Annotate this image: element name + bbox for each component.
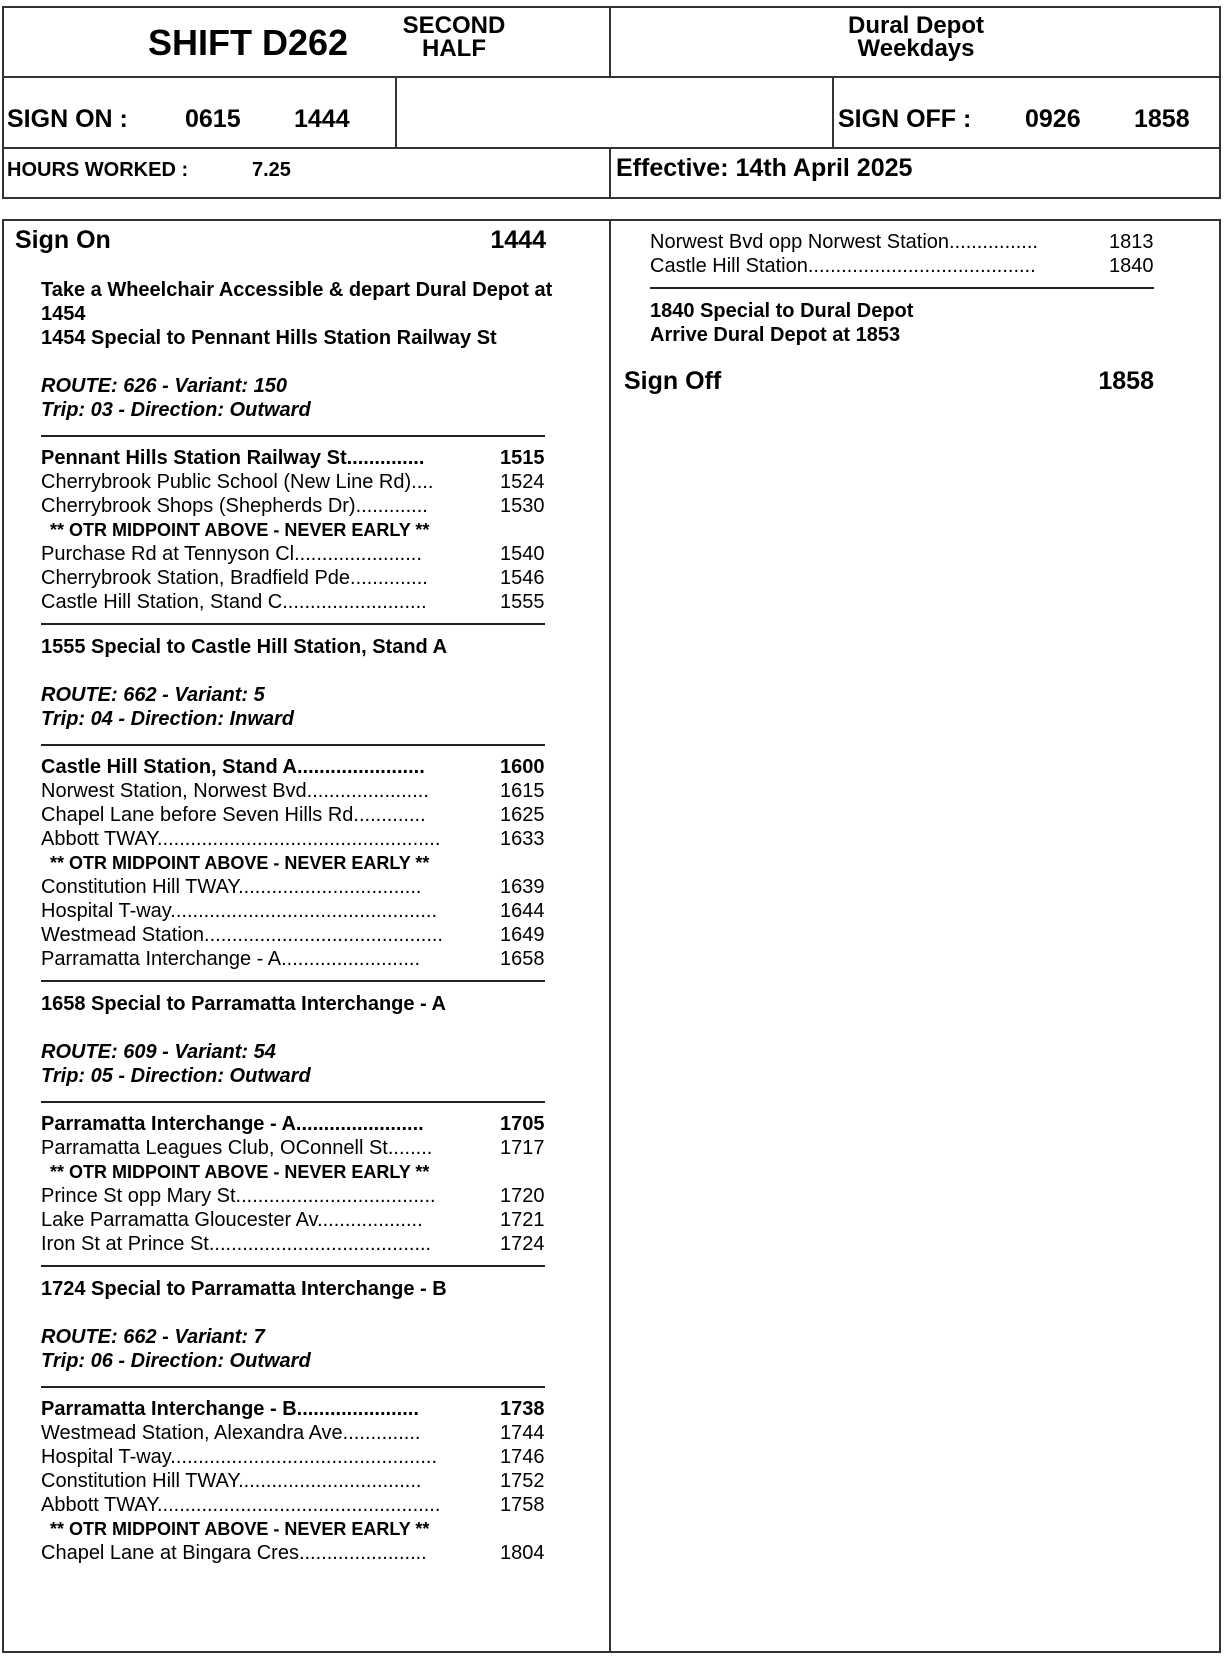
- stop-name: Cherrybrook Public School (New Line Rd)....: [41, 471, 434, 493]
- trip-rule: [41, 1265, 545, 1267]
- stop-time: 1658: [500, 948, 545, 970]
- trip-05-header: [41, 1040, 601, 1088]
- trip-rule: [41, 435, 545, 437]
- stop-time: 1555: [500, 591, 545, 613]
- trip-06-stops: [41, 1397, 601, 1565]
- day-type: Weekdays: [857, 35, 975, 62]
- stop-time: 1546: [500, 567, 545, 589]
- stop-row: [41, 923, 601, 947]
- otr-midpoint-note: ** OTR MIDPOINT ABOVE - NEVER EARLY **: [50, 1519, 430, 1539]
- stop-time: 1813: [1109, 231, 1154, 253]
- trip-05-stops: [41, 1112, 601, 1256]
- stop-row: [41, 1469, 601, 1493]
- stop-name: Iron St at Prince St........................................: [41, 1233, 432, 1255]
- trip-06-header: [41, 1325, 601, 1373]
- stop-time: 1717: [500, 1137, 545, 1159]
- sign-off-heading: Sign Off: [624, 367, 722, 395]
- stop-name: Abbott TWAY...................................................: [41, 828, 441, 850]
- stop-row: [41, 566, 601, 590]
- special-move: 1840 Special to Dural Depot: [650, 300, 914, 322]
- stop-name: Chapel Lane at Bingara Cres.......................: [41, 1542, 427, 1564]
- stop-row: [41, 899, 601, 923]
- stop-time: 1644: [500, 900, 545, 922]
- sign-on-heading: Sign On: [15, 226, 111, 254]
- sign-on-time-1: 0615: [185, 105, 241, 133]
- stop-name: Westmead Station, Alexandra Ave..............: [41, 1422, 421, 1444]
- trip-04-stops: [41, 755, 601, 971]
- stop-name: Parramatta Leagues Club, OConnell St........: [41, 1137, 433, 1159]
- stop-row: [41, 755, 601, 779]
- trip-03-stops: [41, 446, 601, 614]
- stop-row: [41, 1493, 601, 1517]
- stop-row: [650, 230, 1210, 254]
- stop-name: Cherrybrook Shops (Shepherds Dr).............: [41, 495, 428, 517]
- stop-name: Abbott TWAY...................................................: [41, 1494, 441, 1516]
- otr-midpoint-note: ** OTR MIDPOINT ABOVE - NEVER EARLY **: [50, 520, 430, 540]
- effective-date: Effective: 14th April 2025: [616, 154, 913, 182]
- stop-time: 1639: [500, 876, 545, 898]
- otr-midpoint-note: ** OTR MIDPOINT ABOVE - NEVER EARLY **: [50, 853, 430, 873]
- stop-name: Hospital T-way................................................: [41, 1446, 438, 1468]
- sign-off-row: [624, 367, 1154, 401]
- intro-line-2: 1454: [41, 303, 86, 325]
- trip-rule: [650, 287, 1154, 289]
- body-column-divider: [609, 219, 611, 1653]
- stop-name: Castle Hill Station.........................................: [650, 255, 1036, 277]
- stop-time: 1540: [500, 543, 545, 565]
- right-content: [650, 230, 1210, 347]
- stop-row: [41, 446, 601, 470]
- return-to-depot: [650, 299, 1210, 347]
- header-vdivider-bottom: [609, 147, 611, 199]
- stop-time: 1804: [500, 1542, 545, 1564]
- special-move: 1555 Special to Castle Hill Station, Stand A: [41, 636, 448, 658]
- stop-name: Prince St opp Mary St....................................: [41, 1185, 436, 1207]
- stop-name: Castle Hill Station, Stand C..........................: [41, 591, 427, 613]
- half-line-2: HALF: [422, 35, 486, 62]
- intro-line-1: Take a Wheelchair Accessible & depart Dural Depot at: [41, 279, 553, 301]
- stop-row: [41, 1541, 601, 1565]
- stop-time: 1633: [500, 828, 545, 850]
- stop-time: 1840: [1109, 255, 1154, 277]
- trip-04-header: [41, 683, 601, 731]
- route-line: ROUTE: 609 - Variant: 54: [41, 1041, 276, 1063]
- trip-rule: [41, 1386, 545, 1388]
- stop-time: 1738: [500, 1398, 545, 1420]
- route-line: ROUTE: 662 - Variant: 7: [41, 1326, 265, 1348]
- sign-on-time: 1444: [490, 226, 546, 254]
- hours-worked-label: HOURS WORKED :: [7, 159, 189, 181]
- stop-time: 1744: [500, 1422, 545, 1444]
- sign-on-label: SIGN ON :: [7, 105, 128, 133]
- stop-row: [41, 875, 601, 899]
- route-line: ROUTE: 662 - Variant: 5: [41, 684, 265, 706]
- stop-row: [41, 494, 601, 518]
- stop-row: [41, 1421, 601, 1445]
- depot-name: Dural Depot: [847, 12, 984, 39]
- trip-line: Trip: 06 - Direction: Outward: [41, 1350, 311, 1372]
- stop-time: 1720: [500, 1185, 545, 1207]
- trip-rule: [41, 980, 545, 982]
- arrive-depot: Arrive Dural Depot at 1853: [650, 324, 901, 346]
- stop-name: Westmead Station...........................................: [41, 924, 443, 946]
- stop-row: [41, 470, 601, 494]
- sign-on-time-2: 1444: [294, 105, 350, 133]
- trip-03-header: [41, 374, 601, 422]
- stop-name: Cherrybrook Station, Bradfield Pde..............: [41, 567, 428, 589]
- left-content: [41, 278, 601, 1565]
- stop-time: 1524: [500, 471, 545, 493]
- header-divider-1: [2, 76, 1221, 78]
- stop-row: [41, 1112, 601, 1136]
- stop-name: Parramatta Interchange - B......................: [41, 1398, 419, 1420]
- trip-line: Trip: 03 - Direction: Outward: [41, 399, 311, 421]
- header-vdivider-signoff: [832, 76, 834, 148]
- stop-time: 1746: [500, 1446, 545, 1468]
- stop-name: Castle Hill Station, Stand A.......................: [41, 756, 425, 778]
- trip-line: Trip: 05 - Direction: Outward: [41, 1065, 311, 1087]
- stop-row: [41, 947, 601, 971]
- stop-row: [41, 827, 601, 851]
- header-divider-2: [2, 147, 1221, 149]
- stop-time: 1515: [500, 447, 545, 469]
- stop-name: Parramatta Interchange - A.......................: [41, 1113, 424, 1135]
- special-move: 1724 Special to Parramatta Interchange - B: [41, 1278, 447, 1300]
- stop-row: [41, 542, 601, 566]
- sign-off-label: SIGN OFF :: [838, 105, 972, 133]
- half-line-1: SECOND: [402, 12, 506, 39]
- stop-row: [41, 1136, 601, 1160]
- stop-name: Norwest Station, Norwest Bvd......................: [41, 780, 429, 802]
- stop-row: [41, 1184, 601, 1208]
- left-column: [15, 226, 546, 260]
- stop-name: Pennant Hills Station Railway St..............: [41, 447, 425, 469]
- stop-row: [41, 1232, 601, 1256]
- stop-time: 1649: [500, 924, 545, 946]
- hours-worked-value: 7.25: [252, 159, 291, 181]
- stop-row: [41, 1397, 601, 1421]
- trip-rule: [41, 744, 545, 746]
- intro-text: [41, 278, 601, 350]
- sign-off-block: [624, 367, 1154, 401]
- shift-title: SHIFT D262: [148, 22, 349, 63]
- header-vdivider-signon: [395, 76, 397, 148]
- stop-row: [650, 254, 1210, 278]
- depot-label: [611, 14, 1221, 60]
- stop-time: 1600: [500, 756, 545, 778]
- stop-row: [41, 1445, 601, 1469]
- stop-row: [41, 803, 601, 827]
- stop-time: 1721: [500, 1209, 545, 1231]
- stop-time: 1705: [500, 1113, 545, 1135]
- stop-name: Constitution Hill TWAY.................................: [41, 876, 422, 898]
- stop-name: Purchase Rd at Tennyson Cl.......................: [41, 543, 422, 565]
- sign-off-time: 1858: [1098, 367, 1154, 395]
- stop-name: Hospital T-way................................................: [41, 900, 438, 922]
- trip-rule: [41, 623, 545, 625]
- stop-row: [41, 590, 601, 614]
- stop-time: 1615: [500, 780, 545, 802]
- sign-off-time-2: 1858: [1134, 105, 1190, 133]
- stop-time: 1530: [500, 495, 545, 517]
- stop-name: Parramatta Interchange - A.........................: [41, 948, 421, 970]
- stop-time: 1758: [500, 1494, 545, 1516]
- stop-time: 1625: [500, 804, 545, 826]
- trip-line: Trip: 04 - Direction: Inward: [41, 708, 294, 730]
- stop-row: [41, 779, 601, 803]
- sign-off-time-1: 0926: [1025, 105, 1081, 133]
- stop-name: Constitution Hill TWAY.................................: [41, 1470, 422, 1492]
- route-line: ROUTE: 626 - Variant: 150: [41, 375, 288, 397]
- stop-name: Lake Parramatta Gloucester Av...................: [41, 1209, 423, 1231]
- intro-line-3: 1454 Special to Pennant Hills Station Railway St: [41, 327, 497, 349]
- stop-time: 1724: [500, 1233, 545, 1255]
- otr-midpoint-note: ** OTR MIDPOINT ABOVE - NEVER EARLY **: [50, 1162, 430, 1182]
- stop-name: Chapel Lane before Seven Hills Rd.............: [41, 804, 426, 826]
- trip-rule: [41, 1101, 545, 1103]
- special-move: 1658 Special to Parramatta Interchange - A: [41, 993, 446, 1015]
- sign-on-row: [15, 226, 546, 260]
- shift-half-label: [396, 14, 512, 60]
- stop-name: Norwest Bvd opp Norwest Station................: [650, 231, 1038, 253]
- stop-time: 1752: [500, 1470, 545, 1492]
- stop-row: [41, 1208, 601, 1232]
